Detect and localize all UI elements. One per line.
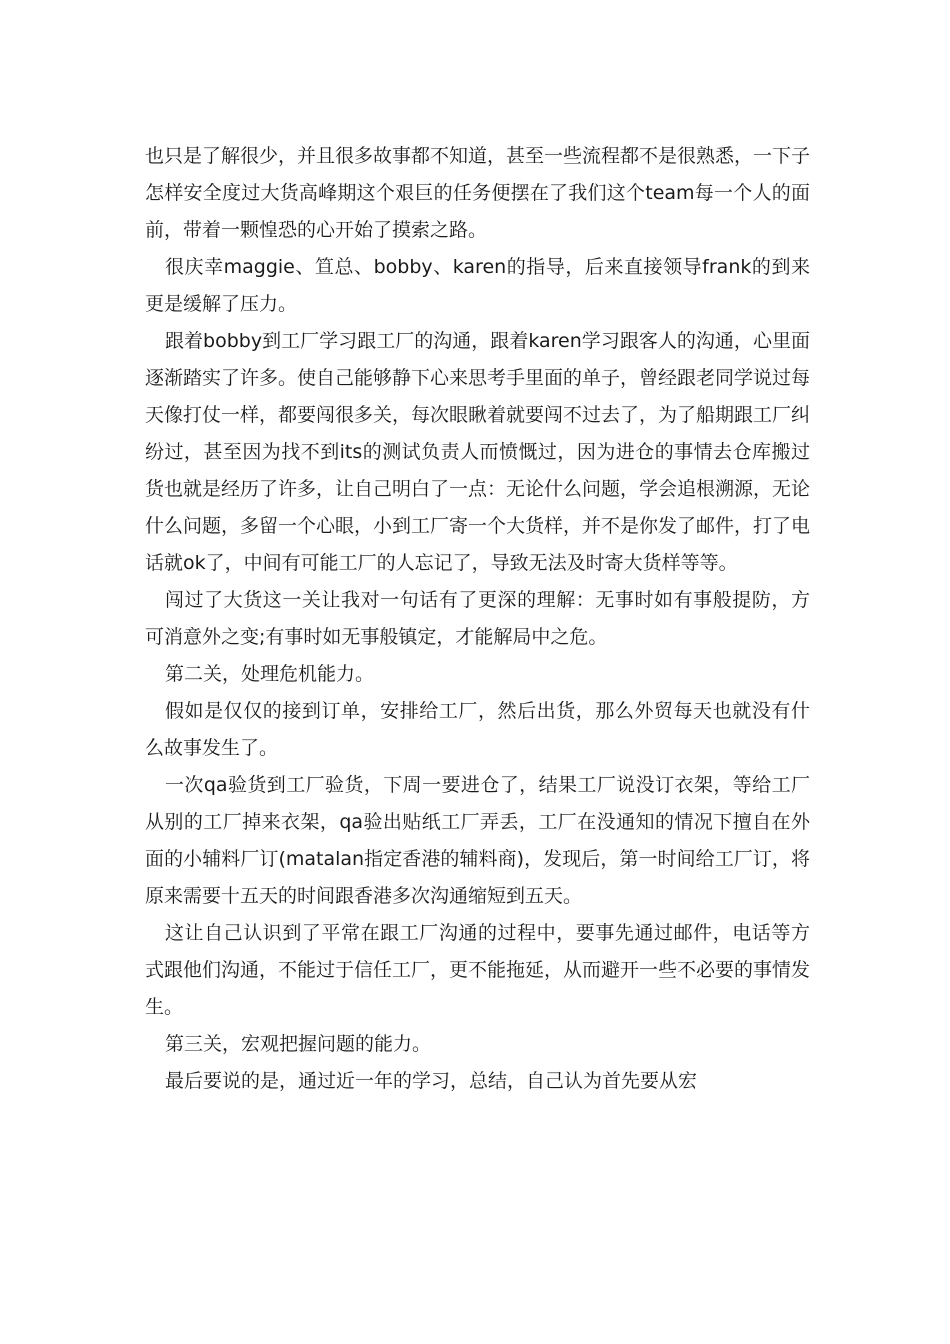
paragraph-6: 一次qa验货到工厂验货，下周一要进仓了，结果工厂说没订衣架，等给工厂从别的工厂掉来衣架，qa验出贴纸工厂弄丢，工厂在没通知的情况下擅自在外面的小辅料厂订(matalan指定香港的辅料商)，发现后，第一时间给工厂订，将原来需要十五天的时间跟香港多次沟通缩短到五天。 [145, 774, 810, 907]
paragraph-2: 很庆幸maggie、笪总、bobby、karen的指导，后来直接领导frank的到来更是缓解了压力。 [145, 256, 810, 315]
paragraph-3: 跟着bobby到工厂学习跟工厂的沟通，跟着karen学习跟客人的沟通，心里面逐渐踏实了许多。使自己能够静下心来思考手里面的单子，曾经跟老同学说过每天像打仗一样，都要闯很多关，每次眼瞅着就要闯不过去了，为了船期跟工厂纠纷过，甚至因为找不到its的测试负责人而愤慨过，因为进仓的事情去仓库搬过货也就是经历了许多，让自己明白了一点：无论什么问题，学会追根溯源，无论什么问题，多留一个心眼，小到工厂寄一个大货样，并不是你发了邮件，打了电话就ok了，中间有可能工厂的人忘记了，导致无法及时寄大货样等等。 [145, 330, 811, 574]
paragraph-4: 闯过了大货这一关让我对一句话有了更深的理解：无事时如有事般提防，方可消意外之变;有事时如无事般镇定，才能解局中之危。 [145, 589, 810, 648]
section-heading-2: 第二关，处理危机能力。 [165, 663, 375, 685]
paragraph-7: 这让自己认识到了平常在跟工厂沟通的过程中，要事先通过邮件，电话等方式跟他们沟通，不能过于信任工厂，更不能拖延，从而避开一些不必要的事情发生。 [145, 922, 811, 1018]
document-body [145, 138, 810, 1100]
paragraph-8: 最后要说的是，通过近一年的学习，总结，自己认为首先要从宏 [165, 1070, 698, 1092]
paragraph-5: 假如是仅仅的接到订单，安排给工厂，然后出货，那么外贸每天也就没有什么故事发生了。 [145, 700, 810, 759]
paragraph-1: 也只是了解很少，并且很多故事都不知道，甚至一些流程都不是很熟悉，一下子怎样安全度过大货高峰期这个艰巨的任务便摆在了我们这个team每一个人的面前，带着一颗惶恐的心开始了摸索之路。 [145, 145, 811, 241]
section-heading-3: 第三关，宏观把握问题的能力。 [165, 1033, 432, 1055]
